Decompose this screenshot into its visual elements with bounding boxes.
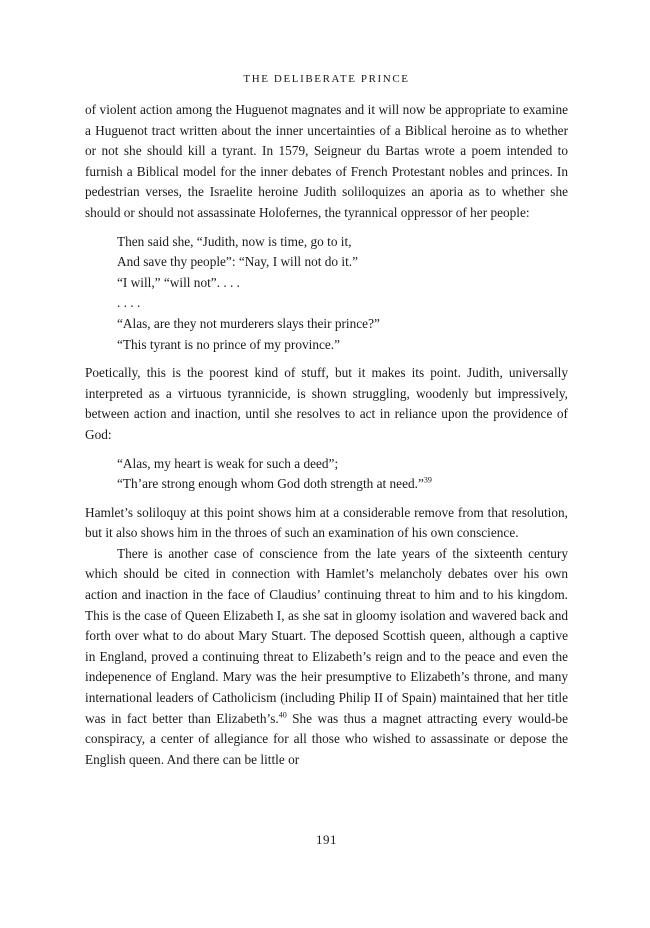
- verse-line: [117, 474, 568, 495]
- verse-line: And save thy people”: “Nay, I will not do it.”: [117, 254, 359, 270]
- page-number: 191: [316, 832, 337, 847]
- verse-line: “Alas, are they not murderers slays their prince?”: [117, 315, 380, 331]
- footnote-ref[interactable]: 40: [278, 710, 287, 720]
- running-head: THE DELIBERATE PRINCE: [243, 73, 410, 85]
- paragraph: Hamlet’s soliloquy at this point shows him at a considerable remove from that resolution, but it also shows him in the throes of such an examination of his own conscience.: [85, 504, 568, 541]
- verse-line: “I will,” “will not”. . . .: [117, 274, 240, 290]
- paragraph-text: There is another case of conscience from the late years of the sixteenth century which should be cited in connection with Hamlet’s melancholy debates over his own action and inaction in the face of Claudius’ continuing threat to him and to his kingdom. This is the case of Queen Elizabeth I, as she sat in gloomy isolation and wavered back and forth over what to do about Mary Stuart. The deposed Scottish queen, although a captive in England, proved a continuing threat to Elizabeth’s reign and to the peace and even the indepenence of England. Mary was the heir presumptive to Elizabeth’s throne, and many international leaders of Catholicism (including Philip II of Spain) maintained that her title was in fact better than Elizabeth’s.: [85, 545, 568, 726]
- footnote-ref[interactable]: 39: [423, 475, 432, 485]
- verse-line-text: “Th’are strong enough whom God doth strength at need.”: [117, 476, 424, 492]
- paragraph: [85, 544, 568, 771]
- verse-line: “This tyrant is no prince of my province.”: [117, 336, 341, 352]
- paragraph: of violent action among the Huguenot magnates and it will now be appropriate to examine a Huguenot tract written about the inner uncertainties of a Biblical heroine as to whether or not she should kill a tyrant. In 1579, Seigneur du Bartas wrote a poem intended to furnish a Biblical model for the inner debates of French Protestant nobles and princes. In pedestrian verses, the Israelite heroine Judith soliloquizes an aporia as to whether she should or should not assassinate Holofernes, the tyrannical oppressor of her people:: [85, 102, 568, 220]
- verse-line: “Alas, my heart is weak for such a deed”;: [117, 455, 339, 471]
- verse-ellipsis: . . . .: [117, 295, 141, 311]
- paragraph: Poetically, this is the poorest kind of stuff, but it makes its point. Judith, universally interpreted as a virtuous tyrannicide, is shown struggling, woodenly but impressively, between action and inaction, until she resolves to act in reliance upon the providence of God:: [85, 365, 568, 442]
- verse-quotation: [117, 232, 568, 356]
- paragraph-text: She was thus a magnet attracting every would-be conspiracy, a center of allegiance for all those who wished to assassinate or depose the English queen. And there can be little or: [85, 710, 568, 767]
- verse-quotation: [117, 454, 568, 495]
- verse-line: Then said she, “Judith, now is time, go to it,: [117, 233, 352, 249]
- body-text: [85, 100, 568, 770]
